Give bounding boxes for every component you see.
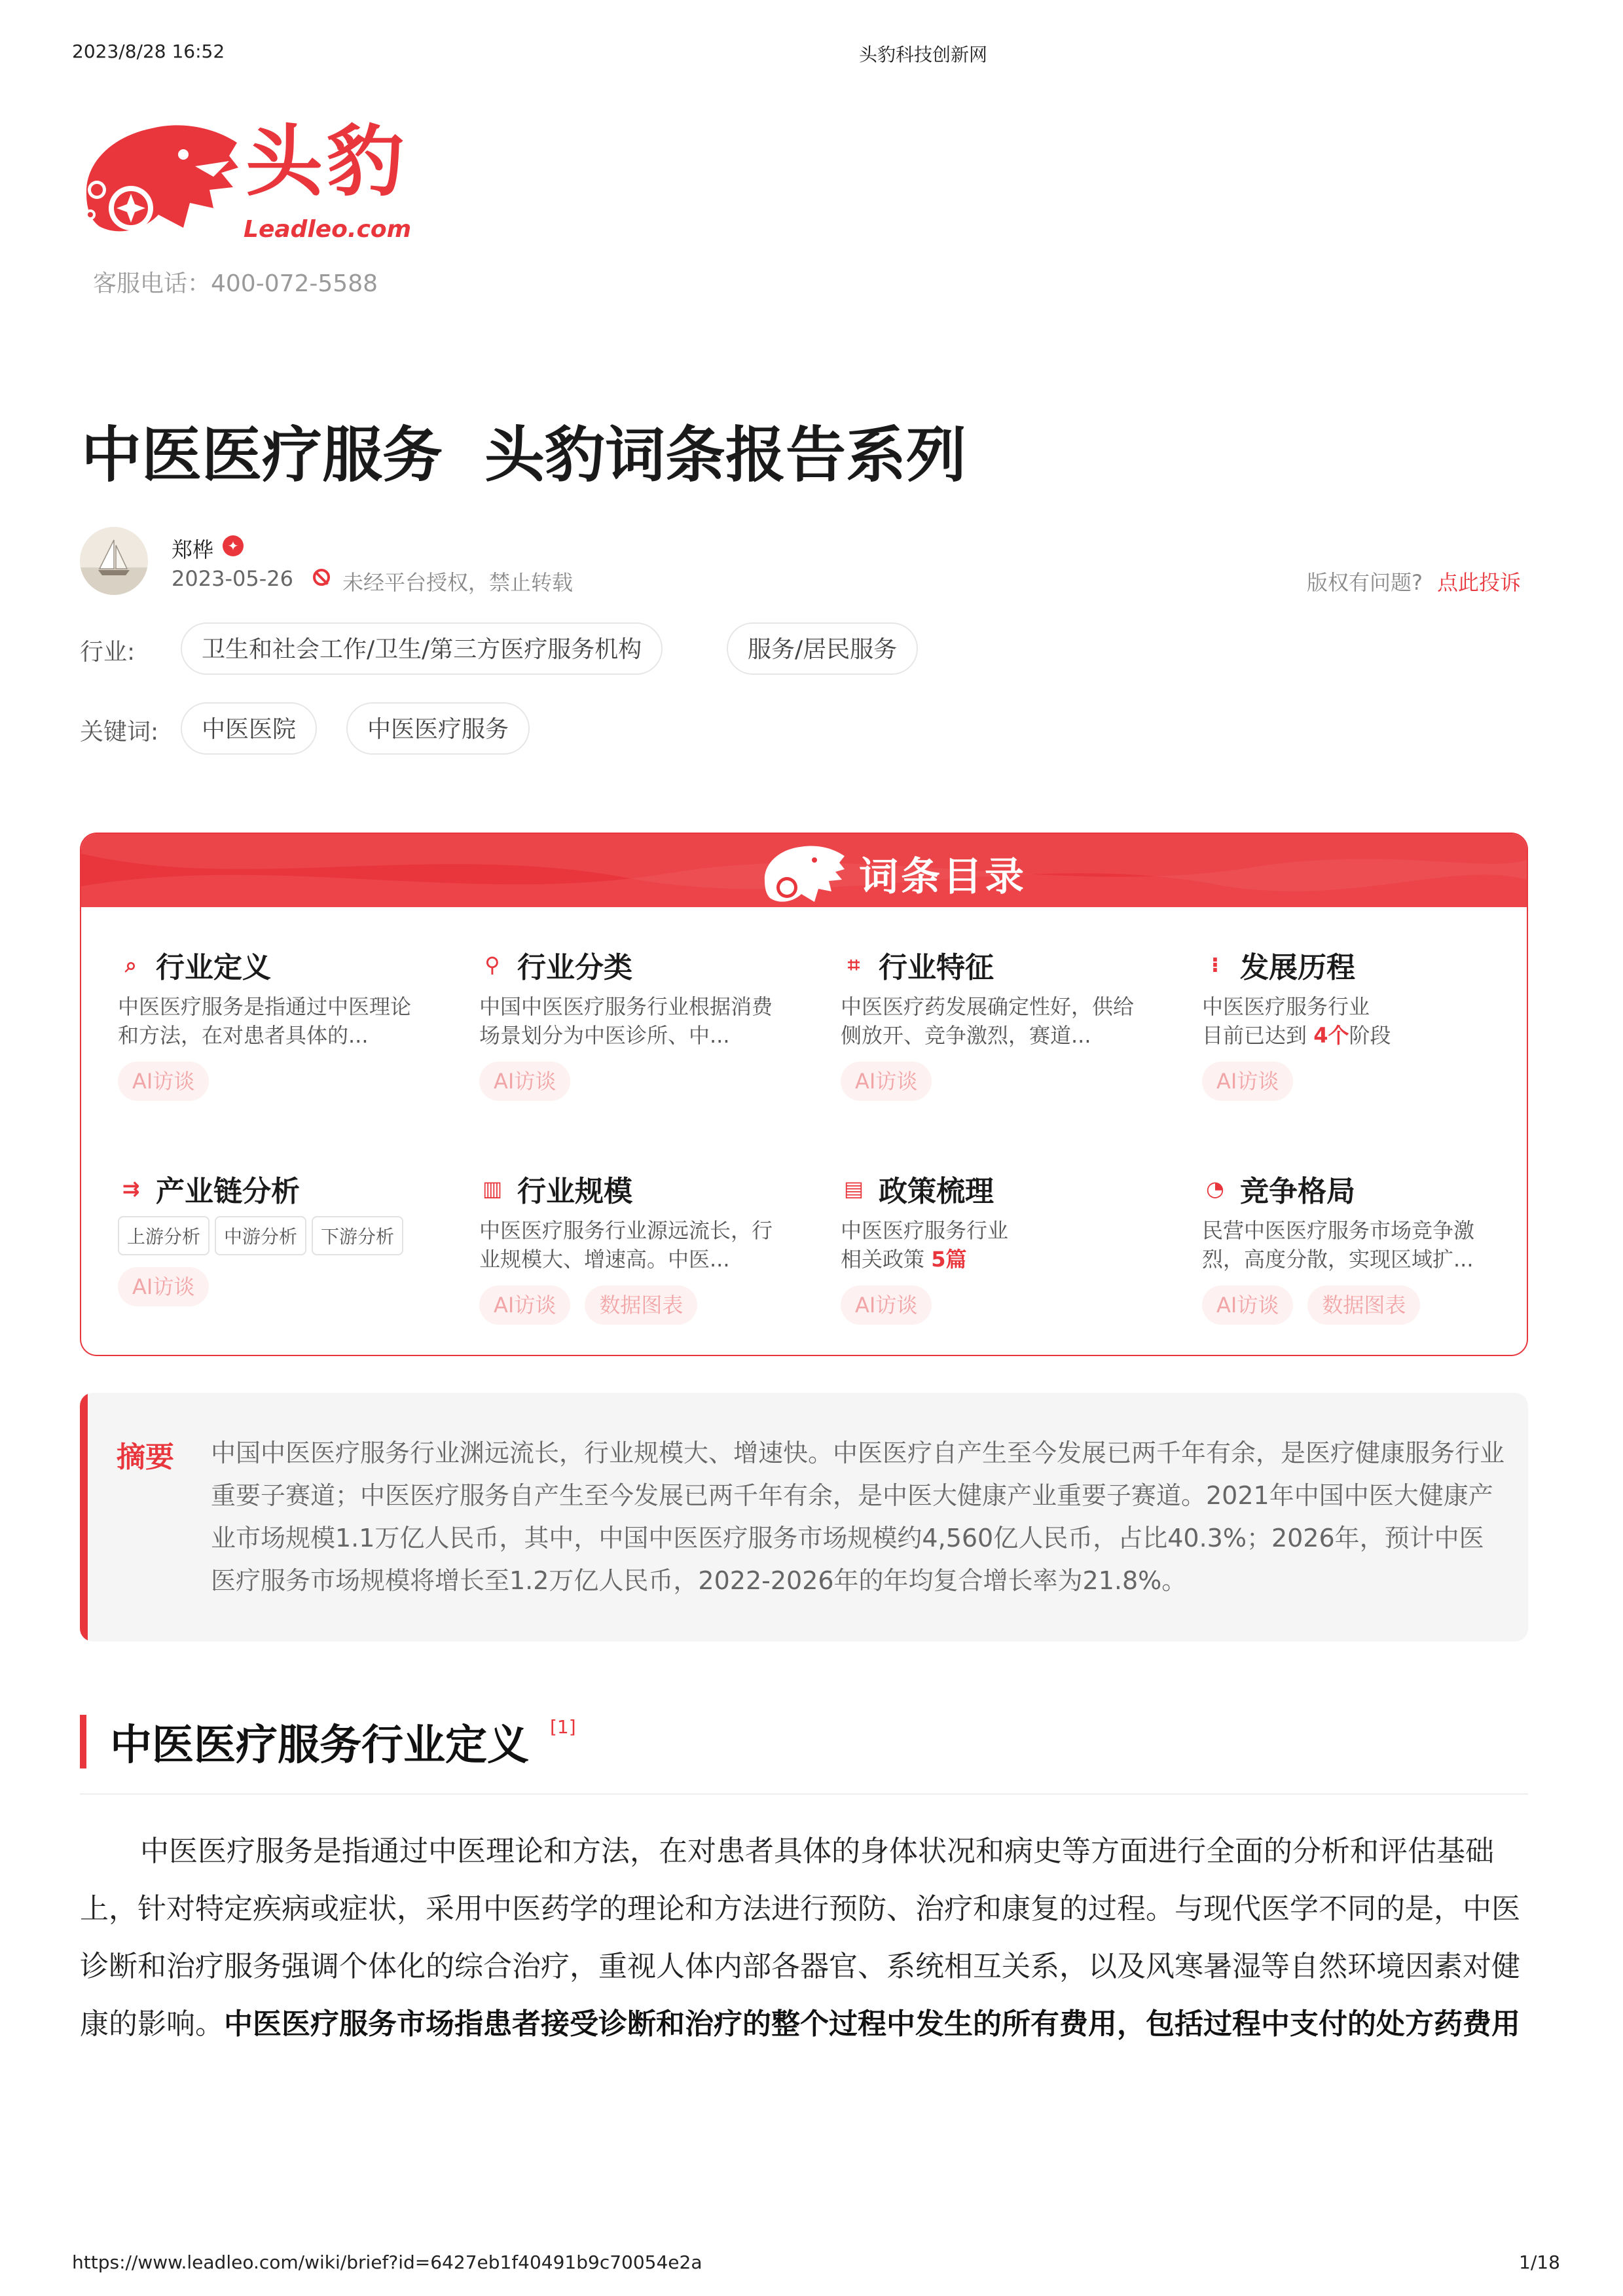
section-accent-bar xyxy=(80,1715,86,1768)
search-document-icon: ⌕ xyxy=(125,952,137,977)
toc-item-market-size[interactable] xyxy=(479,1168,787,1325)
chip-icon: ⌗ xyxy=(847,952,860,977)
print-datetime: 2023/8/28 16:52 xyxy=(72,41,225,62)
service-hotline: 客服电话：400-072-5588 xyxy=(93,270,378,297)
keyword-tag[interactable]: 中医医院 xyxy=(181,702,317,755)
author-name[interactable]: 郑桦 xyxy=(172,537,214,562)
toc-item-title: 行业定义 xyxy=(156,951,271,984)
toc-item-history[interactable] xyxy=(1202,944,1510,1101)
summary-accent-bar xyxy=(80,1393,88,1641)
toc-item-desc xyxy=(1202,992,1510,1050)
summary-label: 摘要 xyxy=(117,1441,174,1474)
policy-document-icon: ▤ xyxy=(843,1176,864,1201)
hierarchy-icon: ⚲ xyxy=(484,952,500,977)
toc-item-desc: 中医医疗服务是指通过中医理论和方法，在对患者具体的... xyxy=(118,994,412,1048)
toc-item-desc: 中医医疗药发展确定性好，供给侧放开、竞争激烈，赛道... xyxy=(841,994,1135,1048)
policy-count: 5篇 xyxy=(931,1247,967,1272)
industry-tag[interactable]: 服务/居民服务 xyxy=(727,622,918,675)
summary-text: 中国中医医疗服务行业渊远流长，行业规模大、增速快。中医医疗自产生至今发展已两千年有余，是医疗健康服务行业重要子赛道；中医医疗服务自产生至今发展已两千年有余，是中医大健康产业重要子赛道。2021年中国中医大健康产业市场规模1.1万亿人民币，其中，中国中医医疗服务市场规模约4,560亿人民币，占比40.3%；2026年，预计中医医疗服务市场规模将增长至1.2万亿人民币，2022-2026年的年均复合增长率为21.8%。 xyxy=(211,1439,1505,1595)
verified-badge-icon: ✦ xyxy=(223,535,244,556)
publish-date: 2023-05-26 xyxy=(172,566,293,591)
ai-interview-button[interactable]: AI访谈 xyxy=(1202,1062,1293,1101)
timeline-icon: ⁝ xyxy=(1211,952,1220,977)
ai-interview-button[interactable]: AI访谈 xyxy=(479,1062,570,1101)
page-number: 1/18 xyxy=(1519,2251,1560,2273)
midstream-chip[interactable]: 中游分析 xyxy=(215,1216,306,1255)
toc-item-desc: 中医医疗服务行业源远流长，行业规模大、增速高。中医... xyxy=(479,1218,773,1272)
data-chart-button[interactable]: 数据图表 xyxy=(585,1285,697,1325)
toc-item-title: 行业分类 xyxy=(517,951,632,984)
keyword-tag[interactable]: 中医医疗服务 xyxy=(346,702,530,755)
bar-chart-icon: ▥ xyxy=(482,1176,503,1201)
toc-item-desc-line: 中医医疗服务行业 xyxy=(1202,994,1370,1019)
ai-interview-button[interactable]: AI访谈 xyxy=(479,1285,570,1325)
toc-card xyxy=(80,833,1528,1356)
toc-title: 词条目录 xyxy=(859,854,1027,900)
toc-item-title: 竞争格局 xyxy=(1240,1175,1355,1208)
toc-item-desc: 中国中医医疗服务行业根据消费场景划分为中医诊所、中... xyxy=(479,994,773,1048)
toc-header xyxy=(81,834,1527,907)
toc-item-desc: 民营中医医疗服务市场竞争激烈，高度分散，实现区域扩... xyxy=(1202,1218,1475,1272)
print-url: https://www.leadleo.com/wiki/brief?id=6427eb1f40491b9c70054e2a xyxy=(72,2251,702,2273)
pie-chart-icon: ◔ xyxy=(1206,1176,1224,1201)
toc-item-title: 行业规模 xyxy=(517,1175,632,1208)
complain-link[interactable]: 点此投诉 xyxy=(1437,570,1522,595)
section-divider xyxy=(80,1793,1528,1795)
toc-item-title: 产业链分析 xyxy=(156,1175,300,1208)
page-title: 中医医疗服务 头豹词条报告系列 xyxy=(81,420,967,490)
toc-item-definition[interactable] xyxy=(118,944,426,1101)
ai-interview-button[interactable]: AI访谈 xyxy=(1202,1285,1293,1325)
toc-item-desc-line: 中医医疗服务行业 xyxy=(841,1218,1009,1243)
industry-label: 行业: xyxy=(80,639,136,666)
brand-domain: Leadleo.com xyxy=(244,216,412,243)
toc-item-competition[interactable] xyxy=(1202,1168,1510,1325)
toc-item-value-chain[interactable] xyxy=(118,1168,426,1306)
keywords-label: 关键词: xyxy=(80,719,159,745)
ai-interview-button[interactable]: AI访谈 xyxy=(118,1267,209,1306)
stage-count: 4个 xyxy=(1313,1023,1349,1048)
body-text-bold: 中医医疗服务市场指患者接受诊断和治疗的整个过程中发生的所有费用，包括过程中支付的处方药费用 xyxy=(224,2007,1520,2041)
toc-item-features[interactable] xyxy=(841,944,1148,1101)
chain-chip-group xyxy=(118,1216,426,1255)
toc-item-title: 政策梳理 xyxy=(879,1175,994,1208)
summary-box xyxy=(80,1393,1528,1641)
section-body xyxy=(80,1823,1528,2053)
ai-interview-button[interactable]: AI访谈 xyxy=(118,1062,209,1101)
leopard-logo-icon xyxy=(756,840,847,906)
body-text-normal: 中医医疗服务是指通过中医理论和方法，在对患者具体的身体状况和病史等方面进行全面的分析和评估基础上，针对特定疾病或症状，采用中医药学的理论和方法进行预防、治疗和康复的过程。与现代医学不同的是，中医诊断和治疗服务强调个体化的综合治疗，重视人体内部各器官、系统相互关系，以及风寒暑湿等自然环境因素对健康的影响。 xyxy=(80,1835,1520,2041)
toc-item-desc xyxy=(841,1216,1148,1274)
toc-item-classification[interactable] xyxy=(479,944,787,1101)
toc-item-title: 发展历程 xyxy=(1240,951,1355,984)
ai-interview-button[interactable]: AI访谈 xyxy=(841,1285,932,1325)
toc-item-policy[interactable] xyxy=(841,1168,1148,1325)
leopard-logo-icon xyxy=(73,117,244,241)
no-reprint-icon xyxy=(313,569,330,586)
industry-tag[interactable]: 卫生和社会工作/卫生/第三方医疗服务机构 xyxy=(181,622,663,675)
section-title: 中医医疗服务行业定义 xyxy=(110,1721,529,1770)
rights-notice: 未经平台授权，禁止转载 xyxy=(342,570,574,595)
sailboat-icon xyxy=(80,527,148,595)
data-chart-button[interactable]: 数据图表 xyxy=(1307,1285,1420,1325)
copyright-question: 版权有问题? xyxy=(1307,570,1423,595)
reference-link[interactable]: [1] xyxy=(550,1716,576,1738)
upstream-chip[interactable]: 上游分析 xyxy=(118,1216,210,1255)
print-site-title: 头豹科技创新网 xyxy=(859,44,988,65)
toc-item-desc-line: 目前已达到 4个阶段 xyxy=(1202,1023,1391,1048)
avatar[interactable] xyxy=(80,527,148,595)
toc-item-title: 行业特征 xyxy=(879,951,994,984)
downstream-chip[interactable]: 下游分析 xyxy=(312,1216,403,1255)
toc-item-desc-line: 相关政策 5篇 xyxy=(841,1247,967,1272)
brand-name: 头豹 xyxy=(246,117,409,207)
ai-interview-button[interactable]: AI访谈 xyxy=(841,1062,932,1101)
flow-icon: ⇉ xyxy=(122,1176,140,1201)
